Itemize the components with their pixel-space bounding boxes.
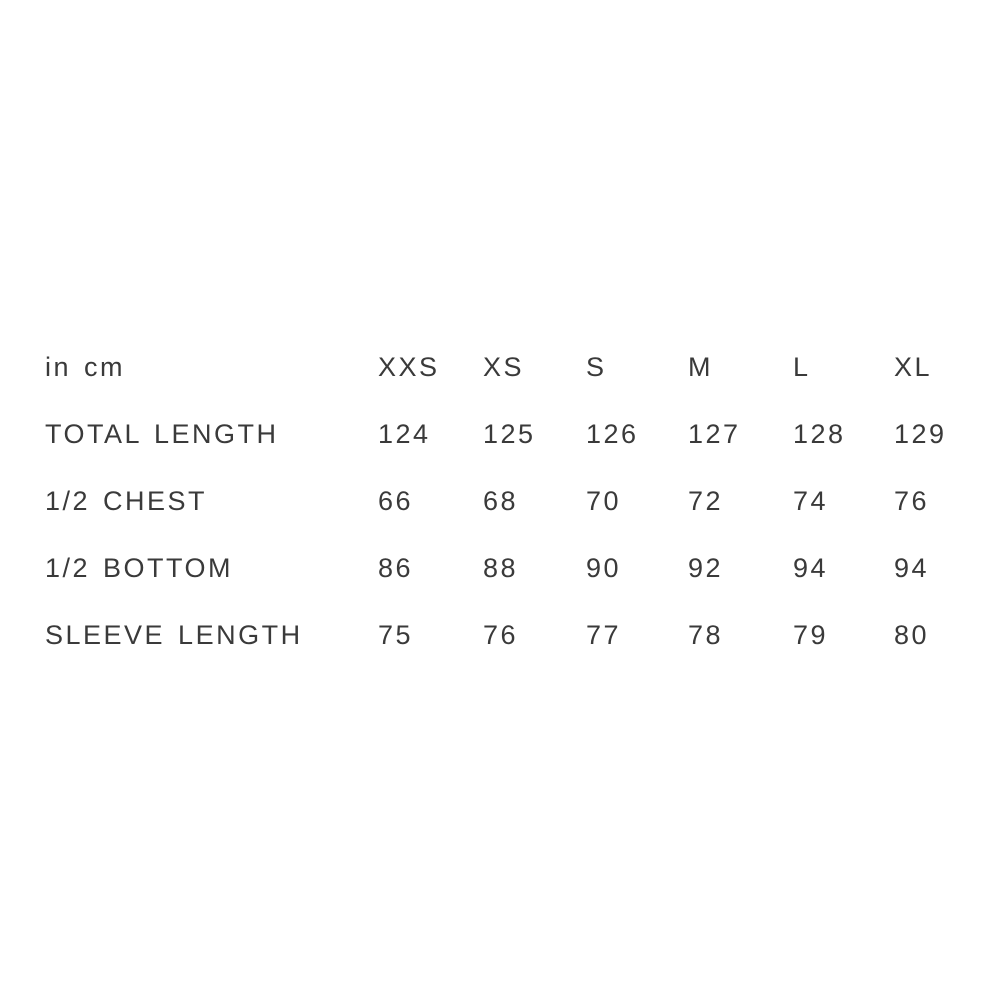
cell-half-chest-xxs: 66	[378, 486, 414, 516]
column-header-s: S	[586, 352, 607, 382]
size-chart-table	[45, 334, 995, 669]
cell-total-length-xs: 125	[483, 419, 536, 449]
row-label: 1/2 CHEST	[45, 486, 208, 516]
table-row-half-bottom	[45, 535, 995, 602]
cell-sleeve-length-xs: 76	[483, 620, 519, 650]
cell-half-bottom-xl: 94	[894, 553, 930, 583]
cell-half-chest-xl: 76	[894, 486, 930, 516]
cell-half-chest-xs: 68	[483, 486, 519, 516]
cell-total-length-l: 128	[793, 419, 846, 449]
table-row-total-length	[45, 401, 995, 468]
cell-total-length-m: 127	[688, 419, 741, 449]
size-chart	[45, 334, 995, 669]
column-header-xl: XL	[894, 352, 933, 382]
cell-total-length-xxs: 124	[378, 419, 431, 449]
cell-total-length-xl: 129	[894, 419, 947, 449]
cell-half-bottom-xs: 88	[483, 553, 519, 583]
cell-sleeve-length-s: 77	[586, 620, 622, 650]
cell-sleeve-length-xxs: 75	[378, 620, 414, 650]
cell-half-bottom-l: 94	[793, 553, 829, 583]
cell-half-bottom-m: 92	[688, 553, 724, 583]
column-header-xs: XS	[483, 352, 525, 382]
unit-label: in cm	[45, 352, 126, 382]
table-row-sleeve-length	[45, 602, 995, 669]
cell-half-bottom-xxs: 86	[378, 553, 414, 583]
header-row	[45, 334, 995, 401]
column-header-xxs: XXS	[378, 352, 440, 382]
cell-half-chest-l: 74	[793, 486, 829, 516]
cell-half-chest-m: 72	[688, 486, 724, 516]
column-header-m: M	[688, 352, 713, 382]
table-row-half-chest	[45, 468, 995, 535]
cell-sleeve-length-xl: 80	[894, 620, 930, 650]
cell-half-chest-s: 70	[586, 486, 622, 516]
cell-total-length-s: 126	[586, 419, 639, 449]
cell-sleeve-length-m: 78	[688, 620, 724, 650]
row-label: TOTAL LENGTH	[45, 419, 279, 449]
row-label: SLEEVE LENGTH	[45, 620, 303, 650]
column-header-l: L	[793, 352, 811, 382]
cell-half-bottom-s: 90	[586, 553, 622, 583]
cell-sleeve-length-l: 79	[793, 620, 829, 650]
row-label: 1/2 BOTTOM	[45, 553, 234, 583]
